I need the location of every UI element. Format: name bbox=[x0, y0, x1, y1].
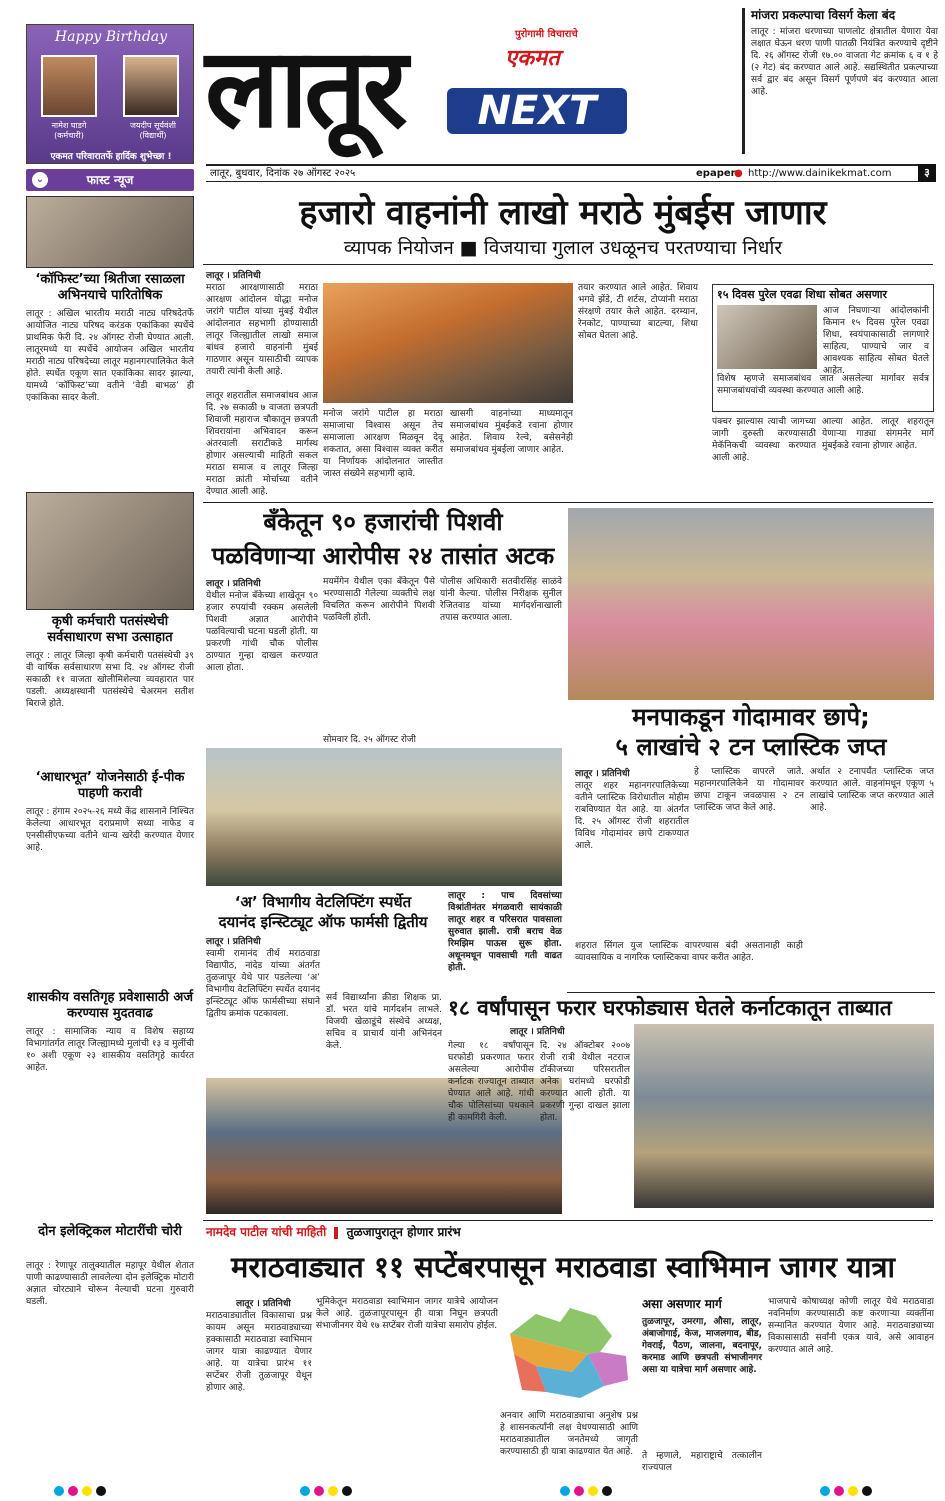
divider bbox=[203, 502, 933, 503]
police-team-photo bbox=[206, 748, 562, 886]
rally-photo bbox=[323, 283, 573, 403]
bank-headline-1: बँकेतून ९० हजारांची पिशवी bbox=[263, 508, 503, 536]
dateline-text: लातूर, बुधवार, दिनांक २७ ऑगस्ट २०२५ bbox=[210, 168, 356, 179]
map-svg bbox=[500, 1296, 638, 1408]
sidebar-item3-body: लातूर : हंगाम २०२५-२६ मध्ये केंद्र शासनाने निश्चित केलेल्या आधारभूत दराप्रमाणे सध्या नाफेड व एनसीसीएफच्या वतीने धान्य खरेदी करण्यात येणार आहे. bbox=[26, 807, 194, 853]
arrest-photo bbox=[634, 1024, 934, 1208]
karnataka-headline: १८ वर्षांपासून फरार घरफोड्यास घेतले कर्नाटकातून ताब्यात bbox=[448, 996, 892, 1020]
pharmacy-byline: लातूर । प्रतिनिधी bbox=[206, 937, 261, 947]
registration-dot bbox=[96, 1486, 106, 1496]
pharmacy-headline-2: दयानंद इन्स्टिट्यूट ऑफ फार्मसी द्वितीय bbox=[218, 913, 428, 931]
pharmacy-body: स्वामी रामानंद तीर्थ मराठवाडा विद्यापीठ, नांदेड यांच्या अंतर्गत तुळजापूर येथे पार पडलेल्या ‘अ’ विभागीय वेटलिफ्टिंग स्पर्धेत दयानंद इन्स्टिट्यूट ऑफ फार्मसीच्या संघाने द्वितीय क्रमांक पटकावला. bbox=[206, 949, 320, 1019]
karnataka-body: गेल्या १८ वर्षांपासून घरफोडी प्रकरणात फरार असलेल्या आरोपीस कर्नाटक राज्यातून ताब्यात घेण्यात आले आहे. गांधी चौक पोलिसांच्या पथकाने ही कामगिरी केली. bbox=[448, 1041, 534, 1123]
plastic-body: लातूर शहर महानगरपालिकेच्या वतीने प्लास्टिक विरोधातील मोहीम राबविण्यात येत आहे. या अंतर्गत दि. २५ ऑगस्ट रोजी शहरातील विविध गोदामांवर छापे टाकण्यात आले. bbox=[575, 781, 689, 851]
registration-dot bbox=[588, 1486, 598, 1496]
yatra-end-text: ते म्हणाले, महाराष्ट्राचे तत्कालीन राज्यपाल bbox=[642, 1451, 762, 1473]
karnataka-body-2: दि. २४ ऑक्टोबर २००७ रोजी रात्री येथील नटराज टॉकीजच्या परिसरातील अनेक घरांमध्ये घरफोडी करण्यात आली होती. या प्रकरणी गुन्हा दाखल झाला होता. bbox=[540, 1041, 630, 1123]
award-photo bbox=[26, 196, 194, 268]
person2-photo bbox=[123, 55, 179, 117]
divider bbox=[203, 264, 933, 265]
yatra-kicker-black: तुळजापुरातून होणार प्रारंभ bbox=[346, 1225, 461, 1239]
person1-photo bbox=[41, 55, 97, 117]
plastic-byline: लातूर । प्रतिनिधी bbox=[575, 769, 630, 779]
registration-dot bbox=[54, 1486, 64, 1496]
plastic-headline-1: मनपाकडून गोदामावर छापे; bbox=[632, 703, 870, 731]
registration-dot bbox=[300, 1486, 310, 1496]
lead-col1: मराठा आरक्षणासाठी मराठा आरक्षण आंदोलन योद्धा मनोज जरांगे पाटील यांच्या मुंबई येथील आंदोलनात सहभागी होण्यासाठी लातूर जिल्ह्यातील लाखो समाज बांधव हजारो वाहनांनी मुंबई गाठणार असून यासाठीची व्यापक तयारी त्यांनी केली आहे. bbox=[206, 283, 318, 377]
meeting-photo bbox=[26, 492, 194, 610]
bank-body-2: मयमेंगेन येथील एका बँकेतून पैसे भरण्यासाठी गेलेल्या व्यक्तीचे लक्ष विचलित करून आरोपीने पिशवी पळविली होती. bbox=[323, 577, 435, 623]
registration-dot bbox=[560, 1486, 570, 1496]
page-number: ३ bbox=[918, 164, 936, 182]
sidebar bbox=[26, 24, 194, 1464]
website-link[interactable]: http://www.dainikekmat.com bbox=[748, 168, 892, 179]
plastic-body-2: हे प्लास्टिक वापरले जाते. महानगरपालिकेने या गोदामावर छापा टाकून जवळपास २ टन प्लास्टिक जप्त केले आहे. bbox=[694, 767, 804, 813]
sidebar-item5-body: लातूर : रेणापूर तालुक्यातील महापूर येथील शेतात पाणी काढण्यासाठी लावलेल्या दोन इलेक्ट्रिक मोटारी अज्ञात चोरट्याने चोरून नेल्याची घटना गुरुवारी घडली. bbox=[26, 1261, 194, 1307]
registration-dot bbox=[862, 1486, 872, 1496]
yatra-kicker bbox=[206, 1224, 461, 1240]
sidebar-item3-title: ‘आधारभूत’ योजनेसाठी ई-पीक पाहणी करावी bbox=[35, 770, 185, 801]
dateline-bar bbox=[206, 164, 918, 182]
sidebar-item4-title: शासकीय वसतिगृह प्रवेशासाठी अर्ज करण्यास मुदतवाढ bbox=[27, 990, 193, 1021]
registration-dot bbox=[82, 1486, 92, 1496]
registration-dot bbox=[574, 1486, 584, 1496]
epaper-label: epaper bbox=[696, 168, 736, 179]
yatra-kicker-red: नामदेव पाटील यांची माहिती bbox=[206, 1225, 327, 1239]
registration-dot bbox=[328, 1486, 338, 1496]
plastic-headline-2: ५ लाखांचे २ टन प्लास्टिक जप्त bbox=[615, 733, 887, 761]
kicker-separator bbox=[334, 1227, 338, 1239]
lead-col6: आल्या आहेत. लातूर शहरातून येणाऱ्या गाड्या संगमनेर मार्गे मुंबईकडे रवाना होणार आहेत. bbox=[822, 417, 934, 451]
lead-col3: खासगी वाहनांच्या माध्यमातून समाजबांधव मुंबईकडे रवाना होणार आहेत. शिवाय रेल्वे, बसेसनेही समाजबांधव मुंबईला जाणार आहेत. bbox=[450, 409, 573, 455]
pharmacy-body-2: सर्व विद्यार्थ्यांना क्रीडा शिक्षक प्रा. डॉ. भरत यांचे मार्गदर्शन लाभले. विजयी खेळाडूंचे संस्थेचे अध्यक्ष, सचिव व प्राचार्य यांनी अभिनंदन केले. bbox=[326, 993, 442, 1051]
yatra-headline: मराठवाड्यात ११ सप्टेंबरपासून मराठवाडा स्वाभिमान जागर यात्रा bbox=[231, 1250, 895, 1284]
karnataka-byline: लातूर । प्रतिनिधी bbox=[510, 1027, 565, 1037]
birthday-title: Happy Birthday bbox=[54, 29, 168, 45]
fast-news-label: फास्ट न्यूज bbox=[86, 173, 134, 187]
ration-box bbox=[712, 284, 934, 412]
bank-body: येथील मनोज बँकेच्या शाखेतून ९० हजार रुपयांची रक्कम असलेली पिशवी अज्ञात आरोपीने पळविल्याची घटना घडली होती. या प्रकरणी गांधी चौक पोलीस ठाण्यात गुन्हा दाखल करण्यात आला होता. bbox=[206, 591, 318, 673]
ration-box-title: १५ दिवस पुरेल एवढा शिधा सोबत असणार bbox=[717, 288, 888, 301]
sidebar-item2-title: कृषी कर्मचारी पतसंस्थेची सर्वसाधारण सभा उत्साहात bbox=[47, 614, 173, 645]
plastic-body-4: शहरात सिंगल युज प्लास्टिक वापरण्यास बंदी असतानाही काही व्यावसायिक व नागरिक प्लास्टिकचा वापर करीत आहेत. bbox=[575, 941, 803, 963]
fast-news-bar bbox=[26, 169, 194, 191]
route-body: तुळजापूर, उमरगा, औसा, लातूर, अंबाजोगाई, केज, माजलगाव, बीड, गेवराई, पैठण, जालना, बदनापूर, करमाड आणि छत्रपती संभाजीनगर असा या यात्रेचा मार्ग असणार आहे. bbox=[642, 1317, 762, 1375]
lead-col4: तयार करण्यात आले आहेत. शिवाय भगवे झेंडे, टी शर्टस, टोप्यांनी मराठा संरक्षणे तयार केले आहेत. दरम्यान, रेनकोट, पाण्याच्या बाटल्या, शिधा सोबत घेतला आहे. bbox=[578, 283, 698, 341]
registration-dot bbox=[68, 1486, 78, 1496]
registration-dot bbox=[834, 1486, 844, 1496]
rain-notice bbox=[448, 890, 562, 990]
pharmacy-headline-1: ‘अ’ विभागीय वेटलिफ्टिंग स्पर्धेत bbox=[234, 893, 412, 911]
lead-col5: पंक्चर झाल्यास त्याची जागच्या जागी दुरुस्ती करण्यासाठी मेकॅनिकची व्यवस्था करण्यात आली आहे. bbox=[712, 417, 816, 463]
person1-name: नामेश घाडगे (कर्मचारी) bbox=[51, 121, 87, 140]
birthday-box bbox=[26, 24, 194, 164]
lead-headline: हजारो वाहनांनी लाखो मराठे मुंबईस जाणार bbox=[299, 193, 827, 233]
masthead-title: लातूर bbox=[205, 24, 404, 152]
bank-byline: लातूर । प्रतिनिधी bbox=[206, 579, 261, 589]
lead-col1b: लातूर शहरातील समाजबांधव आज दि. २७ सकाळी ७ वाजता छत्रपती शिवाजी महाराज चौकातून छत्रपती शिवरायांना अभिवादन करून अंतरवाली सराटीकडे मार्गस्थ होणार असल्याची माहिती सकल मराठा समाज व लातूर जिल्हा मराठा क्रांती मोर्चाच्या वतीने देण्यात आली आहे. bbox=[206, 391, 318, 497]
route-box bbox=[642, 1296, 762, 1473]
lead-byline: लातूर । प्रतिनिधी bbox=[206, 271, 261, 281]
rain-notice-text: लातूर : पाच दिवसांच्या विश्रांतीनंतर मंगळवारी सायंकाळी लातूर शहर व परिसरात पावसाला सुरुवात झाली. रात्री बराच वेळ रिमझिम पाऊस सुरू होता. अधूनमधून पावसाची गती वाढत होती. bbox=[448, 891, 562, 973]
route-title: असा असणार मार्ग bbox=[642, 1297, 722, 1311]
sidebar-item5-title: दोन इलेक्ट्रिकल मोटारींची चोरी bbox=[38, 1224, 182, 1239]
lead-col2: मनोज जरांगे पाटील हा मराठा समाजाचा विश्वास असून तेच समाजाला आरक्षण मिळवून देवू शकतात, असा विश्वास व्यक्त करीत या निर्णायक आंदोलनात जास्तीत जास्त संख्येने सहभागी व्हावे. bbox=[323, 409, 443, 479]
registration-dot bbox=[342, 1486, 352, 1496]
bank-body-3: पोलीस अधिकारी सतवीरसिंह साळवे यांनी केल्या. पोलीस निरीक्षक सुनील रेजितवाड यांच्या मार्गदर्शनाखाली तपास करण्यात आला. bbox=[440, 577, 562, 623]
yatra-body: मराठवाड्यातील विकासाचा प्रश्न कायम असून मराठवाड्याच्या हक्कासाठी मराठवाडा स्वाभिमान जागर यात्रा काढण्यात येणार आहे. या यात्रेचा प्रारंभ ११ सप्टेंबर रोजी तुळजापूर येथून होणार आहे. bbox=[206, 1311, 312, 1393]
chevron-down-icon: ⌄ bbox=[32, 172, 48, 188]
masthead-next-logo: NEXT bbox=[447, 88, 627, 134]
teaser-title: मांजरा प्रकल्पाचा विसर्ग केला बंद bbox=[751, 8, 896, 22]
sidebar-item2-body: लातूर : लातूर जिल्हा कृषी कर्मचारी पतसंस्थेची ३९ वी वार्षिक सर्वसाधारण सभा दि. २४ ऑगस्ट रोजी सकाळी ११ वाजता खोलीमिशेल्या व्यवहारात पार पडली. अध्यक्षस्थानी पतसंस्थेचे चेअरमन सतीश बिराजे होते. bbox=[26, 651, 194, 709]
plastic-warehouse-photo bbox=[568, 508, 934, 700]
yatra-right-body: भाजपाचे कोषाध्यक्ष कोणी लातूर येथे मराठवाडा नवनिर्माण करण्यासाठी कष्ट करणाऱ्या व्यक्तींना सन्मानित करण्यात येणार आहे. मराठवाड्याच्या विकासासाठी सर्वांनी एकत्र यावे, असे आवाहन करण्यात आले आहे. bbox=[768, 1297, 934, 1355]
registration-dot bbox=[848, 1486, 858, 1496]
birthday-wish: एकमत परिवारातर्फे हार्दिक शुभेच्छा ! bbox=[50, 152, 172, 162]
map-caption: अनवार आणि मराठवाड्याचा अनुशेष प्रश्न हे शासनकर्त्यांनी लक्ष वेधण्यासाठी आणि मराठवाड्यातील जनतेमध्ये जागृती करण्यासाठी ही यात्रा काढण्यात येत आहे. bbox=[500, 1411, 638, 1457]
ration-box-body: आज निघणाऱ्या आंदोलकांनी किमान १५ दिवस पुरेल एवढा शिधा, स्वयंपाकासाठी लागणारे साहित्य, पाण्याचे जार व आवश्यक साहित्य सोबत घेतले आहेत. bbox=[823, 306, 929, 376]
masthead-tagline: पुरोगामी विचाराचे bbox=[515, 29, 578, 40]
marathwada-map bbox=[500, 1296, 638, 1408]
sidebar-item1-body: लातूर : अखिल भारतीय मराठी नाट्य परिषदेतर्फे आयोजित नाट्य परिषद करंडक एकांकिका स्पर्धेचे प्राथमिक फेरी दि. २४ ऑगस्ट रोजी घेण्यात आली. लातूरमध्ये या स्पर्धेचे आयोजन अखिल भारतीय मराठी नाट्य परिषदेच्या लातूर महानगरपालिकेत केले होते. स्पर्धेत एकूण सात एकांकिका सादर झाल्या, यामध्ये ‘कॉफिस्ट’च्या वतीने ‘वेडी बाभळ’ ही एकांकिका सादर केली. bbox=[26, 309, 194, 403]
sidebar-item1-title: ‘कॉफिस्ट’च्या श्रितीजा रसाळला अभिनयाचे पारितोषिक bbox=[35, 272, 185, 303]
yatra-byline: लातूर । प्रतिनिधी bbox=[236, 1299, 291, 1309]
divider bbox=[203, 1220, 933, 1221]
registration-dot bbox=[314, 1486, 324, 1496]
yatra-body-2: भूमिकेतून मराठवाडा स्वाभिमान जागर यात्रेचे आयोजन केले आहे. तुळजापूरपासून ही यात्रा निघून छत्रपती संभाजीनगर येथे १७ सप्टेंबर रोजी यात्रेचा समारोप होईल. bbox=[316, 1297, 498, 1331]
divider bbox=[567, 992, 935, 993]
ration-photo bbox=[717, 305, 817, 369]
bank-headline-2: पळविणाऱ्या आरोपीस २४ तासांत अटक bbox=[211, 542, 555, 570]
sidebar-item4-body: लातूर : सामाजिक न्याय व विशेष सहाय्य विभागांतर्गत लातूर जिल्ह्यामध्ये मुलांची १३ व मुलींची १० अशी एकूण २३ शासकीय वसतिगृहे कार्यरत आहेत. bbox=[26, 1027, 194, 1073]
plastic-body-3: अर्थात २ टनापर्यंत प्लास्टिक जप्त करण्यात आले. वाहनांमधून एकूण ५ लाखांचे प्लास्टिक जप्त करण्यात आले आहे. bbox=[810, 767, 934, 813]
registration-dot bbox=[820, 1486, 830, 1496]
registration-dot bbox=[602, 1486, 612, 1496]
globe-icon: ● bbox=[734, 168, 743, 179]
teaser-body: लातूर : मांजरा धरणाच्या पाणलोट क्षेत्रातील येणारा येवा लक्षात घेऊन धरण पाणी पातळी नियंत्रित करण्याचे दृष्टीने दि. २६ ऑगस्ट रोजी १७.०० वाजता गेट क्रमांक ६ व १ हे (२ गेट) बंद करण्यात आले आहे. सद्यस्थितीत प्रकल्पाच्या सर्व द्वार बंद असून विसर्ग पूर्णपणे बंद करण्यात आला आहे. bbox=[751, 27, 938, 97]
ration-box-caption: विशेष म्हणजे समाजबांधव जात असलेल्या मार्गावर सर्वत्र समाजबांधवांची व्यवस्था करण्यात आली आहे. bbox=[717, 374, 929, 396]
teaser-box bbox=[742, 8, 938, 154]
bank-photo-caption: सोमवार दि. २५ ऑगस्ट रोजी bbox=[323, 735, 416, 745]
masthead-brand: एकमत bbox=[505, 46, 560, 71]
person2-name: जयदीप सूर्यवंशी (विद्यार्थी) bbox=[130, 121, 176, 140]
lead-subhead: व्यापक नियोजन ■ विजयाचा गुलाल उधळूनच परतण्याचा निर्धार bbox=[343, 237, 783, 259]
